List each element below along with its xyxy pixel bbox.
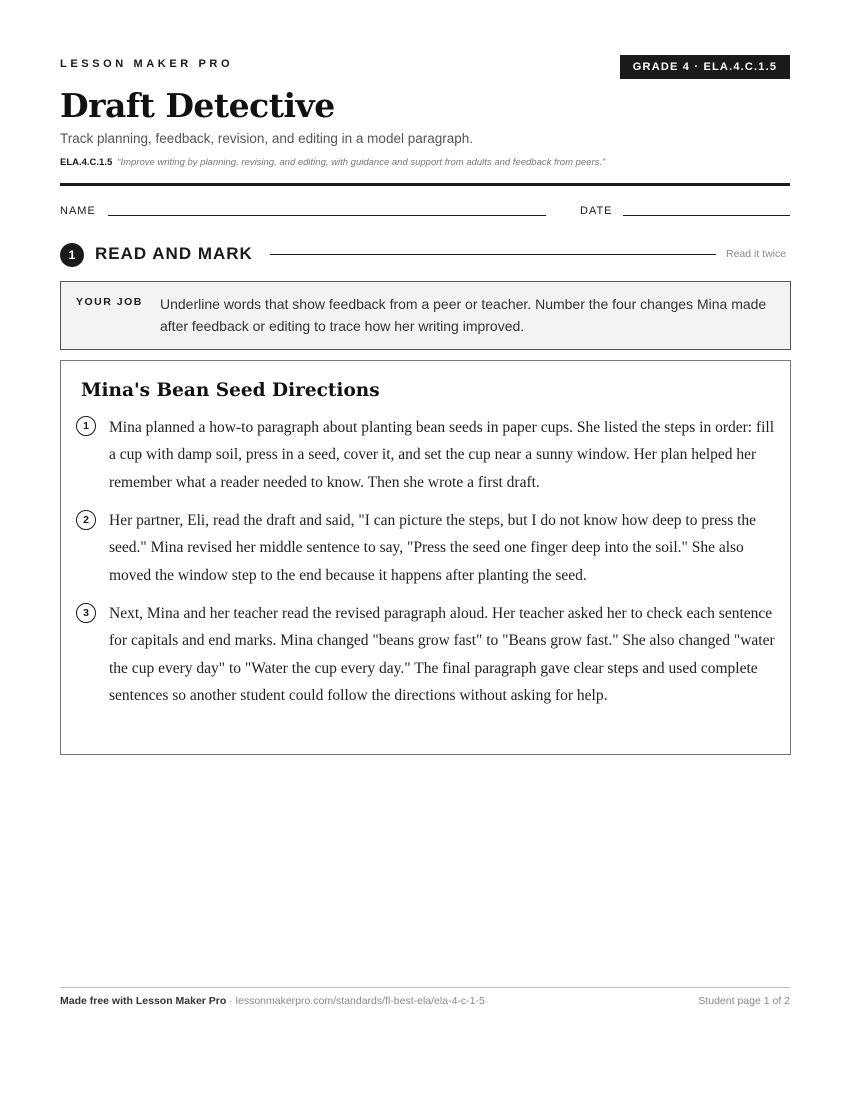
paragraph-number-2: 2 bbox=[76, 510, 96, 530]
footer-made-with: Made free with Lesson Maker Pro bbox=[60, 995, 227, 1007]
passage-title: Mina's Bean Seed Directions bbox=[81, 380, 380, 401]
date-field[interactable] bbox=[623, 215, 790, 216]
name-label: NAME bbox=[60, 205, 96, 217]
section-title: READ AND MARK bbox=[95, 244, 253, 263]
footer-credit bbox=[60, 995, 485, 1007]
job-instructions: Underline words that show feedback from a peer or teacher. Number the four changes Mina made after feedback or editing to trace how her writing improved. bbox=[160, 296, 767, 334]
header-divider bbox=[60, 183, 790, 186]
section-number-badge: 1 bbox=[60, 243, 84, 267]
job-label: YOUR JOB bbox=[76, 296, 143, 308]
section-divider bbox=[270, 254, 716, 255]
name-field[interactable] bbox=[108, 215, 546, 216]
standard-code: ELA.4.C.1.5 bbox=[60, 157, 113, 168]
paragraph-number-1: 1 bbox=[76, 416, 96, 436]
paragraph-number-3: 3 bbox=[76, 603, 96, 623]
paragraph-2: Her partner, Eli, read the draft and said, "I can picture the steps, but I do not know how deep to press the seed." Mina revised her middle sentence to say, "Press the seed one finger deep into the soil." She also moved the window step to the end because it happens after planting the seed. bbox=[109, 512, 757, 584]
paragraph-1: Mina planned a how-to paragraph about planting bean seeds in paper cups. She listed the steps in order: fill a cup with damp soil, press in a seed, cover it, and set the cup near a sunny window. Her plan helped her remember what a reader needed to know. Then she wrote a first draft. bbox=[109, 419, 775, 491]
job-box bbox=[60, 281, 791, 350]
footer-url[interactable]: · lessonmakerpro.com/standards/fl-best-ela/ela-4-c-1-5 bbox=[226, 995, 485, 1007]
grade-badge: GRADE 4 · ELA.4.C.1.5 bbox=[620, 55, 790, 79]
footer-divider bbox=[60, 987, 790, 988]
date-label: DATE bbox=[580, 205, 613, 217]
brand-name: LESSON MAKER PRO bbox=[60, 58, 234, 70]
passage-box bbox=[60, 360, 791, 755]
page-title: Draft Detective bbox=[60, 86, 335, 125]
paragraph-3: Next, Mina and her teacher read the revised paragraph aloud. Her teacher asked her to check each sentence for capitals and end marks. Mina changed "beans grow fast" to "Beans grow fast." She also changed "water the cup every day" to "Water the cup every day." The final paragraph gave clear steps and used complete sentences so another student could follow the directions without asking for help. bbox=[109, 605, 775, 704]
section-hint: Read it twice bbox=[726, 248, 787, 260]
standard-text: “Improve writing by planning, revising, and editing, with guidance and support from adults and feedback from peers.” bbox=[117, 157, 606, 168]
page-subtitle: Track planning, feedback, revision, and editing in a model paragraph. bbox=[60, 131, 474, 146]
footer-page-number: Student page 1 of 2 bbox=[698, 995, 790, 1007]
standard-line bbox=[60, 157, 605, 168]
